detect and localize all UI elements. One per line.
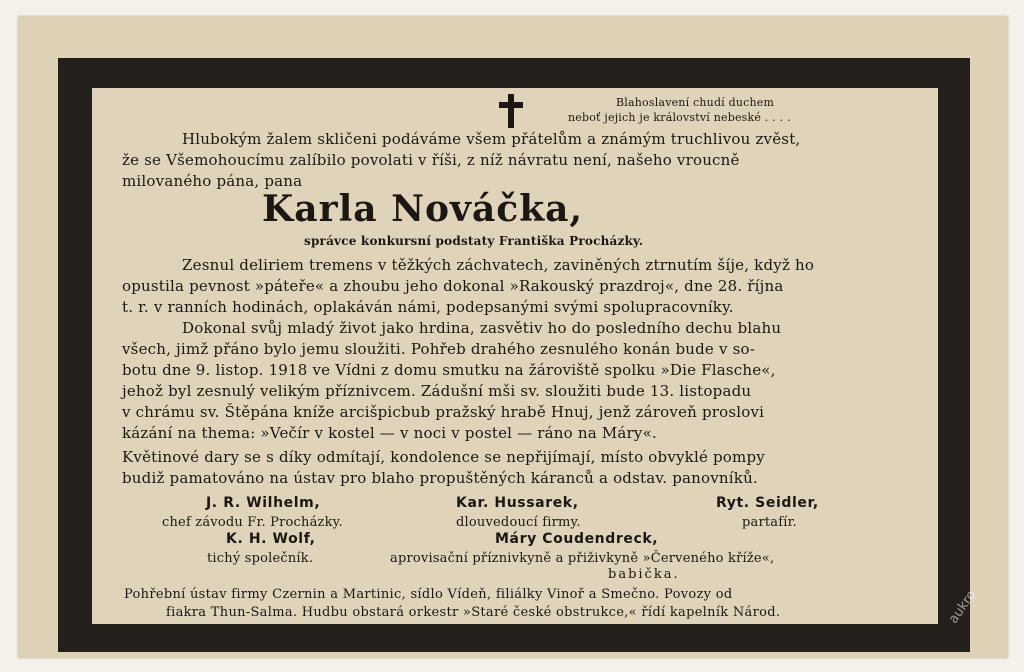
watermark: aukro <box>946 587 980 627</box>
footer-line: fiakra Thun-Salma. Hudbu obstará orkestr »Staré české obstrukce,« řídí kapelník Národ. <box>166 605 781 620</box>
signatory-name: Ryt. Seidler, <box>716 495 819 511</box>
paragraph2-line: kázání na thema: »Večír v kostel — v noci v postel — ráno na Máry«. <box>122 424 657 442</box>
paragraph3-line: budiž pamatováno na ústav pro blaho propuštěných káranců a odstav. panovníků. <box>122 469 758 487</box>
paragraph1-line: t. r. v ranních hodinách, oplakáván námi, podepsanými svými spolupracovníky. <box>122 298 734 316</box>
motto-line-1: Blahoslavení chudí duchem <box>616 96 775 109</box>
intro-line: milovaného pána, pana <box>122 172 303 190</box>
cross-icon <box>497 94 525 128</box>
paragraph2-line: všech, jimž přáno bylo jemu sloužiti. Pohřeb drahého zesnulého konán bude v so- <box>122 340 756 358</box>
paragraph2-line: jehož byl zesnulý velikým příznivcem. Zádušní mši sv. sloužiti bude 13. listopadu <box>122 382 752 400</box>
intro-line: že se Všemohoucímu zalíbilo povolati v říši, z níž návratu není, našeho vroucně <box>122 151 740 169</box>
paragraph2-line: botu dne 9. listop. 1918 ve Vídni z domu smutku na žároviště spolku »Die Flasche«, <box>122 361 776 379</box>
signatory-role: tichý společník. <box>207 551 314 566</box>
deceased-name: Karla Nováčka, <box>262 188 584 230</box>
signatory-name: Kar. Hussarek, <box>456 495 579 511</box>
signatory-name: Máry Coudendreck, <box>495 531 659 547</box>
motto-line-2: neboť jejich je království nebeské . . . . <box>568 111 791 124</box>
signatory-role: babička. <box>608 567 680 582</box>
signatory-role: dlouvedoucí firmy. <box>456 515 581 530</box>
signatory-role: aprovisační příznivkyně a přiživkyně »Červeného kříže«, <box>390 551 775 566</box>
signatory-role: chef závodu Fr. Procházky. <box>162 515 343 530</box>
paragraph1-line: Zesnul deliriem tremens v těžkých záchvatech, zaviněných ztrnutím šíje, když ho <box>182 256 815 274</box>
signatory-name: J. R. Wilhelm, <box>206 495 321 511</box>
paragraph2-line: Dokonal svůj mladý život jako hrdina, zasvětiv ho do posledního dechu blahu <box>182 319 782 337</box>
intro-line: Hlubokým žalem skličeni podáváme všem přátelům a známým truchlivou zvěst, <box>182 130 801 148</box>
paragraph1-line: opustila pevnost »páteře« a zhoubu jeho dokonal »Rakouský prazdroj«, dne 28. října <box>122 277 784 295</box>
paragraph3-line: Květinové dary se s díky odmítají, kondolence se nepřijímají, místo obvyklé pompy <box>122 448 765 466</box>
deceased-title: správce konkursní podstaty Františka Procházky. <box>304 234 644 248</box>
signatory-name: K. H. Wolf, <box>226 531 316 547</box>
signatory-role: partafír. <box>742 515 797 530</box>
footer-line: Pohřební ústav firmy Czernin a Martinic, sídlo Vídeň, filiálky Vinoř a Smečno. Povozy od <box>124 587 733 602</box>
paragraph2-line: v chrámu sv. Štěpána kníže arcišpicbub pražský hrabě Hnuj, jenž zároveň proslovi <box>122 403 765 421</box>
